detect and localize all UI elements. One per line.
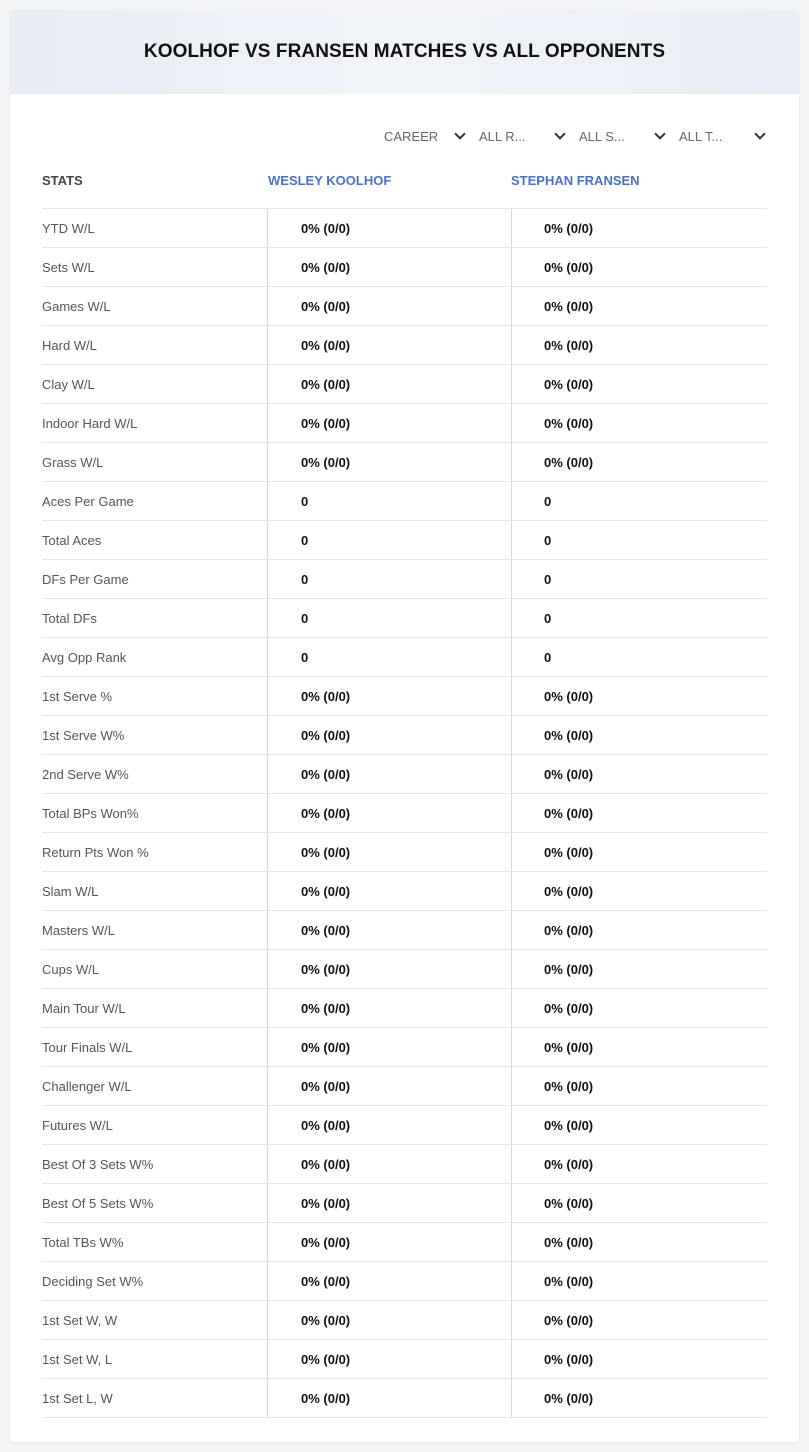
round-select[interactable] [479, 124, 566, 148]
player1-value: 0% (0/0) [267, 1262, 511, 1300]
player1-value: 0 [267, 599, 511, 637]
player1-value: 0% (0/0) [267, 1145, 511, 1183]
stat-label: Tour Finals W/L [42, 1039, 133, 1055]
table-row [42, 989, 767, 1028]
table-row [42, 482, 767, 521]
stat-label: Total Aces [42, 532, 102, 548]
player1-value: 0 [267, 560, 511, 598]
period-select[interactable] [384, 124, 466, 148]
filter-bar [380, 124, 769, 148]
player2-value: 0% (0/0) [511, 677, 767, 715]
stat-label: 1st Serve W% [42, 727, 125, 743]
stat-label: Total TBs W% [42, 1234, 124, 1250]
surface-select[interactable] [579, 124, 666, 148]
stat-label: Clay W/L [42, 376, 95, 392]
stat-label: 1st Set W, L [42, 1351, 113, 1367]
table-row [42, 872, 767, 911]
player1-value: 0% (0/0) [267, 1067, 511, 1105]
stat-label: Main Tour W/L [42, 1000, 126, 1016]
player2-value: 0% (0/0) [511, 443, 767, 481]
table-row [42, 1184, 767, 1223]
player2-value: 0% (0/0) [511, 326, 767, 364]
table-row [42, 1223, 767, 1262]
player1-link[interactable]: WESLEY KOOLHOF [268, 173, 392, 188]
player1-value: 0% (0/0) [267, 755, 511, 793]
table-header [42, 170, 767, 208]
stat-label: Best Of 5 Sets W% [42, 1195, 154, 1211]
table-row [42, 755, 767, 794]
period-select-value: CAREER [384, 128, 439, 144]
player2-value: 0% (0/0) [511, 209, 767, 247]
player1-value: 0% (0/0) [267, 443, 511, 481]
player1-value: 0% (0/0) [267, 1223, 511, 1261]
player1-value: 0% (0/0) [267, 833, 511, 871]
table-row [42, 1106, 767, 1145]
player2-value: 0% (0/0) [511, 911, 767, 949]
table-row [42, 365, 767, 404]
player2-value: 0 [511, 638, 767, 676]
table-row [42, 677, 767, 716]
player2-value: 0% (0/0) [511, 404, 767, 442]
table-row [42, 716, 767, 755]
table-row [42, 1262, 767, 1301]
player2-value: 0% (0/0) [511, 1067, 767, 1105]
stats-table [42, 170, 767, 1418]
table-row [42, 638, 767, 677]
player1-value: 0% (0/0) [267, 794, 511, 832]
player1-value: 0% (0/0) [267, 716, 511, 754]
chevron-down-icon [754, 128, 765, 139]
table-row [42, 1028, 767, 1067]
table-row [42, 833, 767, 872]
player1-value: 0% (0/0) [267, 989, 511, 1027]
player2-value: 0% (0/0) [511, 1184, 767, 1222]
player2-value: 0% (0/0) [511, 287, 767, 325]
player1-value: 0 [267, 638, 511, 676]
chevron-down-icon [654, 128, 665, 139]
stat-label: Return Pts Won % [42, 844, 149, 860]
table-row [42, 287, 767, 326]
table-row [42, 1067, 767, 1106]
player2-value: 0% (0/0) [511, 1262, 767, 1300]
player2-value: 0% (0/0) [511, 833, 767, 871]
player1-value: 0% (0/0) [267, 911, 511, 949]
table-row [42, 1379, 767, 1418]
player1-value: 0 [267, 482, 511, 520]
table-row [42, 950, 767, 989]
card-header [10, 10, 799, 94]
table-row [42, 209, 767, 248]
stat-label: Avg Opp Rank [42, 649, 127, 665]
table-row [42, 326, 767, 365]
player2-value: 0% (0/0) [511, 989, 767, 1027]
player2-value: 0% (0/0) [511, 365, 767, 403]
player2-value: 0% (0/0) [511, 248, 767, 286]
player1-value: 0% (0/0) [267, 209, 511, 247]
stat-label: YTD W/L [42, 220, 95, 236]
player1-value: 0% (0/0) [267, 365, 511, 403]
table-row [42, 794, 767, 833]
player2-value: 0% (0/0) [511, 1301, 767, 1339]
player2-value: 0% (0/0) [511, 1223, 767, 1261]
table-row [42, 443, 767, 482]
stat-label: Best Of 3 Sets W% [42, 1156, 154, 1172]
stat-label: Cups W/L [42, 961, 100, 977]
player2-value: 0% (0/0) [511, 794, 767, 832]
player2-value: 0% (0/0) [511, 1106, 767, 1144]
player2-value: 0% (0/0) [511, 1145, 767, 1183]
stat-label: Grass W/L [42, 454, 104, 470]
table-row [42, 560, 767, 599]
table-row [42, 1301, 767, 1340]
stat-label: 1st Set W, W [42, 1312, 118, 1328]
player1-value: 0% (0/0) [267, 1028, 511, 1066]
player2-value: 0% (0/0) [511, 1379, 767, 1417]
stat-label: Sets W/L [42, 259, 95, 275]
surface-select-value: ALL S... [579, 128, 625, 144]
stat-label: 1st Set L, W [42, 1390, 113, 1406]
table-row [42, 248, 767, 287]
player2-value: 0 [511, 521, 767, 559]
player1-value: 0% (0/0) [267, 404, 511, 442]
stat-label: 1st Serve % [42, 688, 113, 704]
player1-value: 0% (0/0) [267, 1340, 511, 1378]
player2-value: 0% (0/0) [511, 755, 767, 793]
player1-value: 0% (0/0) [267, 677, 511, 715]
table-row [42, 911, 767, 950]
tournament-select[interactable] [679, 124, 766, 148]
table-row [42, 1340, 767, 1379]
stat-label: Challenger W/L [42, 1078, 132, 1094]
stats-card [10, 10, 799, 1442]
round-select-value: ALL R... [479, 128, 526, 144]
player2-value: 0% (0/0) [511, 1028, 767, 1066]
table-body [42, 208, 767, 1418]
page-title: KOOLHOF VS FRANSEN MATCHES VS ALL OPPONENTS [143, 41, 666, 62]
player1-value: 0% (0/0) [267, 1301, 511, 1339]
stat-label: Indoor Hard W/L [42, 415, 138, 431]
player2-value: 0 [511, 560, 767, 598]
player2-value: 0% (0/0) [511, 1340, 767, 1378]
chevron-down-icon [454, 128, 465, 139]
table-row [42, 404, 767, 443]
stat-label: Slam W/L [42, 883, 99, 899]
player2-value: 0 [511, 482, 767, 520]
chevron-down-icon [554, 128, 565, 139]
player1-value: 0% (0/0) [267, 1184, 511, 1222]
stat-label: DFs Per Game [42, 571, 129, 587]
stat-label: Futures W/L [42, 1117, 113, 1133]
tournament-select-value: ALL T... [679, 128, 723, 144]
player1-value: 0% (0/0) [267, 872, 511, 910]
stat-label: Hard W/L [42, 337, 97, 353]
stat-label: Games W/L [42, 298, 111, 314]
stat-label: 2nd Serve W% [42, 766, 129, 782]
stat-label: Deciding Set W% [42, 1273, 144, 1289]
stat-label: Masters W/L [42, 922, 115, 938]
player1-value: 0% (0/0) [267, 248, 511, 286]
stat-label: Total DFs [42, 610, 97, 626]
player2-link[interactable]: STEPHAN FRANSEN [511, 173, 640, 188]
player1-value: 0% (0/0) [267, 950, 511, 988]
table-row [42, 521, 767, 560]
player1-value: 0% (0/0) [267, 1379, 511, 1417]
stat-label: Aces Per Game [42, 493, 134, 509]
player1-value: 0 [267, 521, 511, 559]
stat-label: Total BPs Won% [42, 805, 139, 821]
player2-value: 0% (0/0) [511, 716, 767, 754]
player2-value: 0 [511, 599, 767, 637]
player1-value: 0% (0/0) [267, 287, 511, 325]
table-row [42, 599, 767, 638]
player2-value: 0% (0/0) [511, 950, 767, 988]
player1-value: 0% (0/0) [267, 1106, 511, 1144]
table-row [42, 1145, 767, 1184]
player1-value: 0% (0/0) [267, 326, 511, 364]
player2-value: 0% (0/0) [511, 872, 767, 910]
stats-column-header: STATS [42, 173, 83, 188]
